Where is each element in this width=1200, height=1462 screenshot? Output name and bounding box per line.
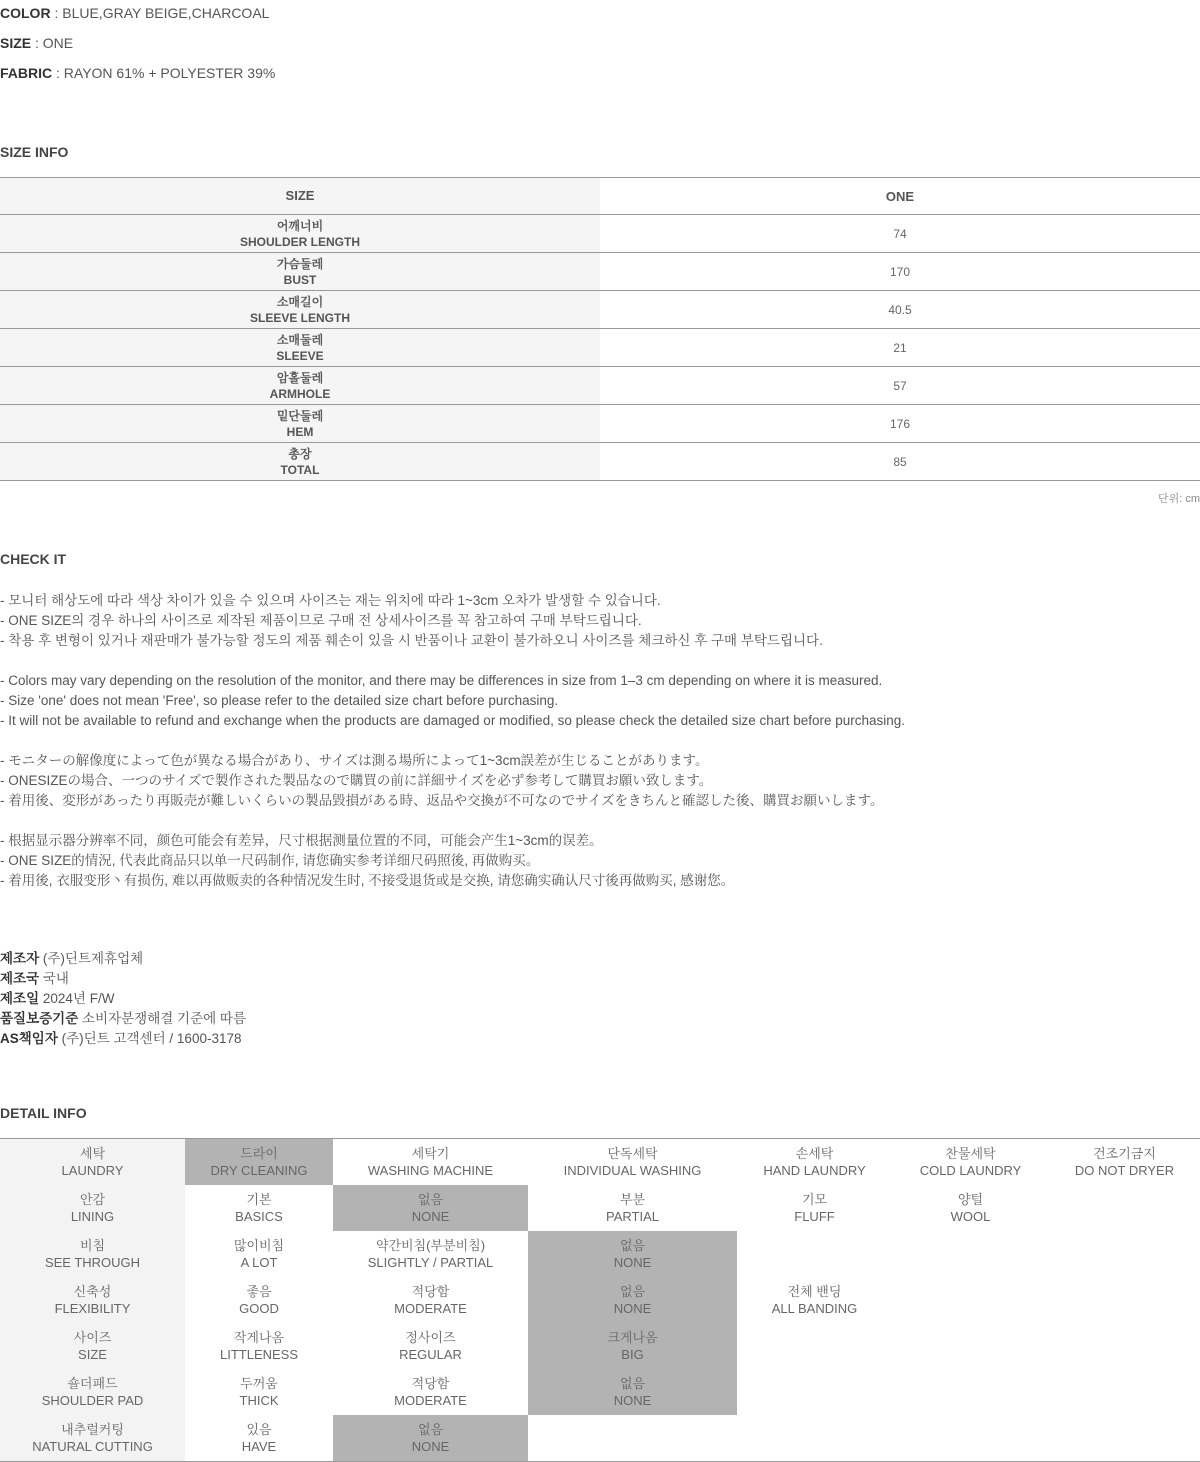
size-row-en: HEM — [286, 424, 314, 439]
notes-korean — [0, 591, 905, 651]
detail-option-en: MODERATE — [394, 1301, 467, 1316]
detail-option — [333, 1369, 528, 1415]
detail-option-ko: 두꺼움 — [240, 1376, 278, 1391]
maker-value: 국내 — [39, 971, 69, 986]
size-row-hem — [0, 405, 1200, 443]
note-line: - 착용 후 변형이 있거나 재판매가 불가능할 정도의 제품 훼손이 있을 시 반품이나 교환이 불가하오니 사이즈를 체크하신 후 구매 부탁드립니다. — [0, 633, 823, 648]
maker-warranty — [0, 1009, 246, 1029]
detail-row — [0, 1415, 1200, 1462]
spec-value: : ONE — [31, 35, 74, 51]
size-row-en: TOTAL — [280, 462, 320, 477]
check-it-title: CHECK IT — [0, 551, 67, 567]
spec-fabric — [0, 65, 275, 81]
detail-header-ko: 숄더패드 — [67, 1376, 118, 1391]
detail-option — [333, 1277, 528, 1323]
size-row-value: 40.5 — [600, 291, 1200, 329]
note-line: - 根据显示器分辨率不同，颜色可能会有差异，尺寸根据测量位置的不同，可能会产生1~3cm的误差。 — [0, 833, 603, 848]
detail-option — [892, 1323, 1049, 1369]
detail-option — [1049, 1323, 1200, 1369]
detail-option-en: NONE — [411, 1439, 450, 1454]
detail-row — [0, 1323, 1200, 1369]
maker-manufacturer — [0, 949, 246, 969]
detail-header-ko: 세탁 — [79, 1146, 106, 1161]
detail-option-ko: 작게나옴 — [233, 1330, 285, 1345]
detail-option-en: THICK — [239, 1393, 279, 1408]
note-line: - 모니터 해상도에 따라 색상 차이가 있을 수 있으며 사이즈는 재는 위치에 따라 1~3cm 오차가 발생할 수 있습니다. — [0, 593, 661, 608]
notes-english — [0, 671, 905, 731]
detail-header-en: SIZE — [78, 1347, 107, 1362]
detail-row — [0, 1139, 1200, 1186]
detail-row-header — [0, 1323, 185, 1369]
size-header-value: ONE — [600, 178, 1200, 215]
note-line: - ONE SIZE的情況, 代表此商品只以单一尺码制作, 请您确实参考详细尺码照後, 再做购买。 — [0, 853, 540, 868]
detail-option — [1049, 1185, 1200, 1231]
size-row-ko: 소매둘레 — [276, 332, 324, 347]
detail-option — [185, 1415, 333, 1462]
detail-option — [892, 1277, 1049, 1323]
detail-option-en: PARTIAL — [606, 1209, 659, 1224]
spec-label: COLOR — [0, 5, 51, 21]
detail-option — [892, 1185, 1049, 1231]
maker-label: 제조일 — [0, 991, 40, 1006]
size-row-value: 57 — [600, 367, 1200, 405]
detail-option — [333, 1323, 528, 1369]
detail-option — [1049, 1139, 1200, 1186]
spec-color — [0, 5, 269, 21]
detail-info-title: DETAIL INFO — [0, 1105, 87, 1121]
detail-option-ko: 정사이즈 — [405, 1330, 456, 1345]
detail-option-en: FLUFF — [794, 1209, 835, 1224]
detail-option-selected — [528, 1277, 737, 1323]
detail-option-ko: 적당함 — [411, 1284, 450, 1299]
size-row-ko: 소매길이 — [276, 294, 324, 309]
detail-header-ko: 비침 — [79, 1238, 106, 1253]
detail-option — [185, 1231, 333, 1277]
detail-option-selected — [333, 1185, 528, 1231]
size-row-ko: 가슴둘레 — [276, 256, 324, 271]
detail-option-en: INDIVIDUAL WASHING — [563, 1163, 702, 1178]
detail-option — [1049, 1231, 1200, 1277]
detail-table — [0, 1138, 1200, 1462]
detail-header-en: FLEXIBILITY — [54, 1301, 131, 1316]
detail-header-ko: 신축성 — [73, 1284, 112, 1299]
detail-option-selected — [528, 1369, 737, 1415]
size-header-label: SIZE — [0, 178, 600, 215]
detail-option-selected — [185, 1139, 333, 1186]
detail-option-en: BASICS — [235, 1209, 283, 1224]
detail-option — [892, 1415, 1049, 1462]
detail-option-ko: 없음 — [619, 1238, 646, 1253]
size-row-en: BUST — [283, 272, 317, 287]
detail-option — [528, 1139, 737, 1186]
note-line: - 着用後, 衣服变形丶有损伤, 难以再做贩卖的各种情况发生时, 不接受退货或是交换, 请您确实确认尺寸後再做购买, 感谢您。 — [0, 873, 735, 888]
size-row-total — [0, 443, 1200, 481]
detail-option — [892, 1369, 1049, 1415]
maker-date — [0, 989, 246, 1009]
size-row-value: 176 — [600, 405, 1200, 443]
maker-info — [0, 949, 246, 1049]
detail-option-ko: 없음 — [417, 1422, 444, 1437]
detail-option — [737, 1231, 892, 1277]
size-info-title: SIZE INFO — [0, 144, 69, 160]
detail-option-en: LITTLENESS — [219, 1347, 299, 1362]
size-row-en: SLEEVE — [276, 348, 324, 363]
note-line: - モニターの解像度によって色が異なる場合があり、サイズは測る場所によって1~3cm誤差が生じることがあります。 — [0, 753, 709, 768]
notes-japanese — [0, 751, 905, 811]
maker-value: (주)딘트제휴업체 — [39, 951, 144, 966]
detail-option — [892, 1139, 1049, 1186]
detail-option-en: DRY CLEANING — [210, 1163, 308, 1178]
detail-option-ko: 없음 — [619, 1376, 646, 1391]
detail-option-selected — [528, 1231, 737, 1277]
size-row-bust — [0, 253, 1200, 291]
note-line: - Size 'one' does not mean 'Free', so please refer to the detailed size chart before purchasing. — [0, 693, 559, 708]
detail-option-en: NONE — [613, 1255, 652, 1270]
detail-option-en: GOOD — [239, 1301, 279, 1316]
size-row-armhole — [0, 367, 1200, 405]
detail-option-ko: 없음 — [619, 1284, 646, 1299]
detail-option-ko: 세탁기 — [411, 1146, 450, 1161]
spec-value: : BLUE,GRAY BEIGE,CHARCOAL — [50, 5, 270, 21]
maker-label: 제조자 — [0, 951, 40, 966]
detail-option-en: MODERATE — [394, 1393, 467, 1408]
detail-option-ko: 많이비침 — [233, 1238, 285, 1253]
detail-option-en: DO NOT DRYER — [1074, 1163, 1175, 1178]
detail-option-en: NONE — [613, 1301, 652, 1316]
detail-option-ko: 있음 — [246, 1422, 272, 1437]
detail-option — [1049, 1369, 1200, 1415]
detail-header-ko: 내추럴커팅 — [61, 1422, 124, 1437]
unit-note: 단위: cm — [1157, 493, 1200, 505]
detail-option — [1049, 1277, 1200, 1323]
detail-option — [737, 1323, 892, 1369]
detail-option-ko: 약간비침(부분비침) — [375, 1238, 486, 1253]
size-row-value: 74 — [600, 215, 1200, 253]
detail-option-en: HAVE — [241, 1439, 277, 1454]
detail-row-header — [0, 1415, 185, 1462]
size-row-en: ARMHOLE — [269, 386, 331, 401]
detail-row — [0, 1369, 1200, 1415]
detail-option-selected — [333, 1415, 528, 1462]
size-row-ko: 총장 — [288, 446, 312, 461]
detail-header-en: LAUNDRY — [61, 1163, 124, 1178]
note-line: - It will not be available to refund and exchange when the products are damaged or modified, so please check the detailed size chart before purchasing. — [0, 713, 906, 728]
maker-label: 제조국 — [0, 971, 40, 986]
detail-header-en: LINING — [70, 1209, 115, 1224]
detail-header-ko: 사이즈 — [73, 1330, 112, 1345]
detail-option-en: BIG — [621, 1347, 644, 1362]
maker-value: (주)딘트 고객센터 / 1600-3178 — [57, 1031, 242, 1046]
detail-option-ko: 적당함 — [411, 1376, 450, 1391]
detail-row — [0, 1185, 1200, 1231]
check-it-notes — [0, 591, 905, 911]
detail-option-ko: 양털 — [957, 1192, 984, 1207]
detail-option-ko: 찬물세탁 — [945, 1146, 996, 1161]
detail-option-ko: 드라이 — [240, 1146, 278, 1161]
detail-option-en: NONE — [411, 1209, 450, 1224]
detail-option — [737, 1185, 892, 1231]
detail-header-en: SHOULDER PAD — [41, 1393, 144, 1408]
detail-option — [737, 1277, 892, 1323]
size-row-sleeve-length — [0, 291, 1200, 329]
detail-option-ko: 단독세탁 — [607, 1146, 658, 1161]
detail-option — [333, 1231, 528, 1277]
note-line: - 着用後、変形があったり再販売が難しいくらいの製品毀損がある時、返品や交換が不可なのでサイズをきちんと確認した後、購買お願いします。 — [0, 793, 884, 808]
detail-row-header — [0, 1185, 185, 1231]
detail-row — [0, 1231, 1200, 1277]
size-table — [0, 177, 1200, 481]
detail-row-header — [0, 1231, 185, 1277]
detail-option-en: A LOT — [240, 1255, 278, 1270]
detail-option-ko: 좋음 — [246, 1284, 272, 1299]
detail-option-en: WOOL — [950, 1209, 991, 1224]
detail-option-en: REGULAR — [399, 1347, 462, 1362]
detail-option-selected — [528, 1323, 737, 1369]
detail-option — [185, 1185, 333, 1231]
detail-option — [185, 1323, 333, 1369]
detail-header-ko: 안감 — [79, 1192, 106, 1207]
spec-label: FABRIC — [0, 65, 53, 81]
spec-value: : RAYON 61% + POLYESTER 39% — [52, 65, 276, 81]
size-row-value: 85 — [600, 443, 1200, 481]
detail-option-en: ALL BANDING — [771, 1301, 858, 1316]
detail-row-header — [0, 1139, 185, 1186]
size-row-ko: 암홀둘레 — [276, 370, 324, 385]
detail-option-ko: 기본 — [246, 1192, 272, 1207]
detail-option-ko: 손세탁 — [795, 1146, 834, 1161]
size-row-en: SLEEVE LENGTH — [249, 310, 350, 325]
maker-as — [0, 1029, 246, 1049]
detail-option-en: HAND LAUNDRY — [763, 1163, 866, 1178]
detail-option — [737, 1415, 892, 1462]
detail-row — [0, 1277, 1200, 1323]
spec-label: SIZE — [0, 35, 32, 51]
detail-option-ko: 없음 — [417, 1192, 444, 1207]
maker-country — [0, 969, 246, 989]
size-row-en: SHOULDER LENGTH — [240, 234, 360, 249]
size-row-value: 170 — [600, 253, 1200, 291]
detail-row-header — [0, 1277, 185, 1323]
detail-option — [528, 1185, 737, 1231]
note-line: - ONESIZEの場合、一つのサイズで製作された製品なので購買の前に詳細サイズを必ず参考して購買お願い致します。 — [0, 773, 713, 788]
detail-option-ko: 부분 — [619, 1192, 646, 1207]
detail-option — [737, 1139, 892, 1186]
size-table-header — [0, 178, 1200, 215]
note-line: - Colors may vary depending on the resolution of the monitor, and there may be differences in size from 1–3 cm depending on where it is measured. — [0, 673, 883, 688]
detail-header-en: NATURAL CUTTING — [32, 1439, 153, 1454]
detail-option-ko: 크게나옴 — [607, 1330, 658, 1345]
size-row-sleeve — [0, 329, 1200, 367]
size-row-ko: 밑단둘레 — [276, 408, 324, 423]
size-row-shoulder — [0, 215, 1200, 253]
detail-option — [892, 1231, 1049, 1277]
size-row-value: 21 — [600, 329, 1200, 367]
detail-option — [185, 1369, 333, 1415]
notes-chinese — [0, 831, 905, 891]
note-line: - ONE SIZE의 경우 하나의 사이즈로 제작된 제품이므로 구매 전 상세사이즈를 꼭 참고하여 구매 부탁드립니다. — [0, 613, 642, 628]
detail-option-en: WASHING MACHINE — [367, 1163, 494, 1178]
detail-option-ko: 전체 밴딩 — [787, 1284, 842, 1299]
detail-option — [1049, 1415, 1200, 1462]
spec-size — [0, 35, 73, 51]
maker-label: AS책임자 — [0, 1031, 58, 1046]
detail-option-en: SLIGHTLY / PARTIAL — [367, 1255, 494, 1270]
detail-option — [333, 1139, 528, 1186]
maker-label: 품질보증기준 — [0, 1011, 79, 1026]
detail-option-ko: 기모 — [801, 1192, 828, 1207]
detail-option-ko: 건조기금지 — [1093, 1146, 1156, 1161]
detail-option — [185, 1277, 333, 1323]
detail-option-en: COLD LAUNDRY — [919, 1163, 1022, 1178]
detail-option — [737, 1369, 892, 1415]
detail-option — [528, 1415, 737, 1462]
detail-option-en: NONE — [613, 1393, 652, 1408]
detail-row-header — [0, 1369, 185, 1415]
maker-value: 2024년 F/W — [39, 991, 115, 1006]
maker-value: 소비자분쟁해결 기준에 따름 — [78, 1011, 246, 1026]
size-row-ko: 어깨너비 — [276, 218, 324, 233]
detail-header-en: SEE THROUGH — [44, 1255, 141, 1270]
